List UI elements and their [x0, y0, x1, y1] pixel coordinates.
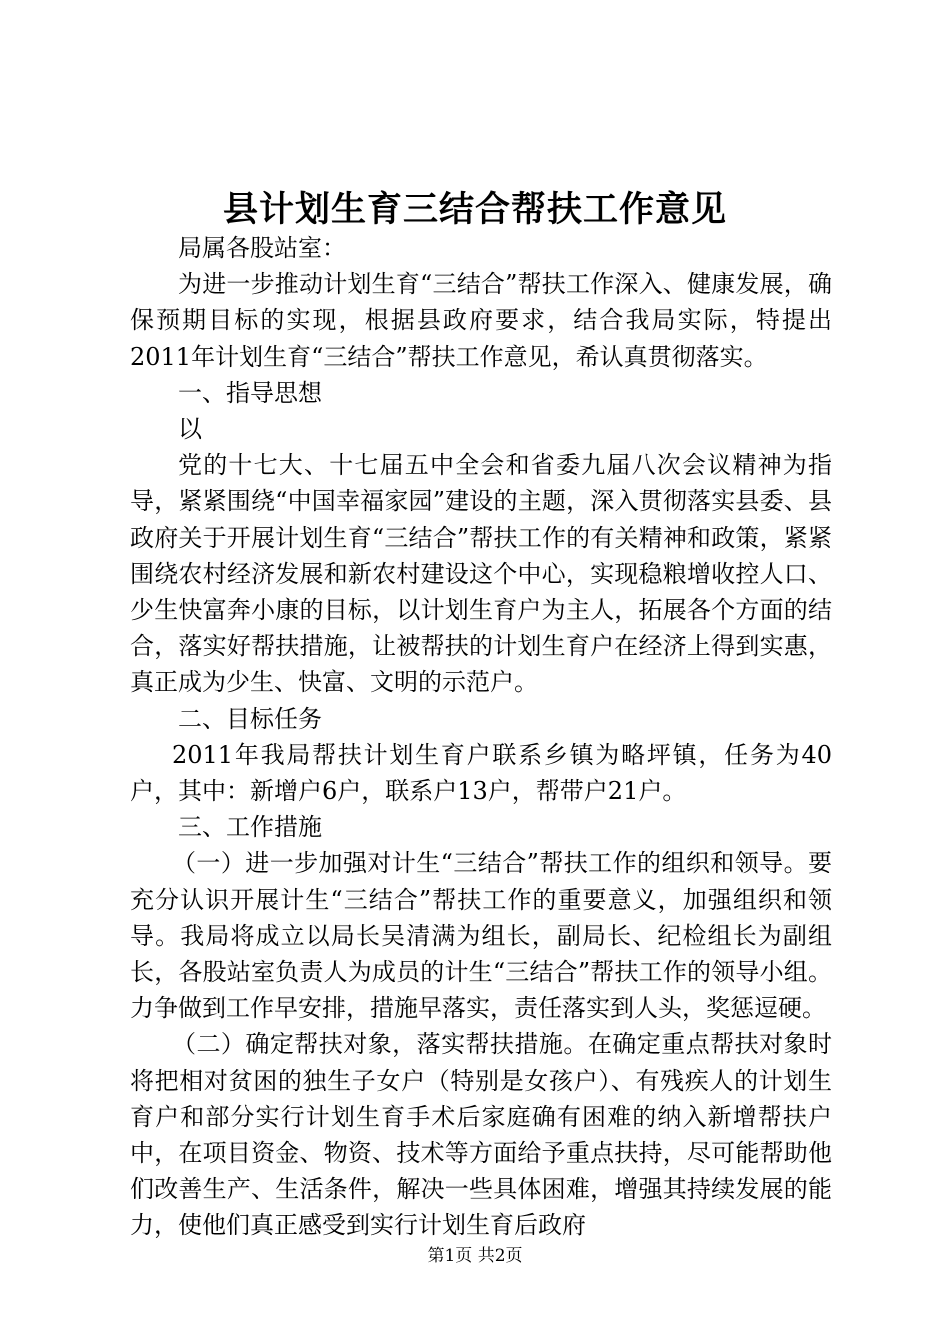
paragraph-guiding-ideology: 党的十七大、十七届五中全会和省委九届八次会议精神为指导，紧紧围绕“中国幸福家园”建设的主题，深入贯彻落实县委、县政府关于开展计划生育“三结合”帮扶工作的有关精神和政策，紧紧围绕农村经济发展和新农村建设这个中心，实现稳粮增收控人口、少生快富奔小康的目标，以计划生育户为主人，拓展各个方面的结合，落实好帮扶措施，让被帮扶的计划生育户在经济上得到实惠，真正成为少生、快富、文明的示范户。 — [130, 451, 832, 697]
section-heading-measures: 三、工作措施 — [178, 813, 322, 842]
document-body — [130, 230, 832, 1244]
salutation: 局属各股站室： — [178, 234, 346, 262]
paragraph-intro: 为进一步推动计划生育“三结合”帮扶工作深入、健康发展，确保预期目标的实现，根据县政府要求，结合我局实际，特提出2011年计划生育“三结合”帮扶工作意见，希认真贯彻落实。 — [130, 270, 832, 371]
paragraph-fragment: 以 — [178, 415, 202, 444]
paragraph-measure-one: （一）进一步加强对计生“三结合”帮扶工作的组织和领导。要充分认识开展计生“三结合”帮扶工作的重要意义，加强组织和领导。我局将成立以局长吴清满为组长，副局长、纪检组长为副组长，各股站室负责人为成员的计生“三结合”帮扶工作的领导小组。力争做到工作早安排，措施早落实，责任落实到人头，奖惩逗硬。 — [130, 849, 832, 1023]
section-heading-guiding-ideology: 一、指导思想 — [178, 378, 322, 407]
paragraph-goals: 2011年我局帮扶计划生育户联系乡镇为略坪镇，任务为40户，其中：新增户6户，联系户13户，帮带户21户。 — [130, 740, 832, 806]
section-heading-goals: 二、目标任务 — [178, 704, 322, 733]
paragraph-measure-two: （二）确定帮扶对象，落实帮扶措施。在确定重点帮扶对象时将把相对贫困的独生子女户（特别是女孩户）、有残疾人的计划生育户和部分实行计划生育手术后家庭确有困难的纳入新增帮扶户中，在项目资金、物资、技术等方面给予重点扶持，尽可能帮助他们改善生产、生活条件，解决一些具体困难，增强其持续发展的能力，使他们真正感受到实行计划生育后政府 — [130, 1030, 832, 1240]
page-number-footer: 第1页 共2页 — [427, 1246, 523, 1266]
document-title: 县计划生育三结合帮扶工作意见 — [222, 189, 727, 230]
